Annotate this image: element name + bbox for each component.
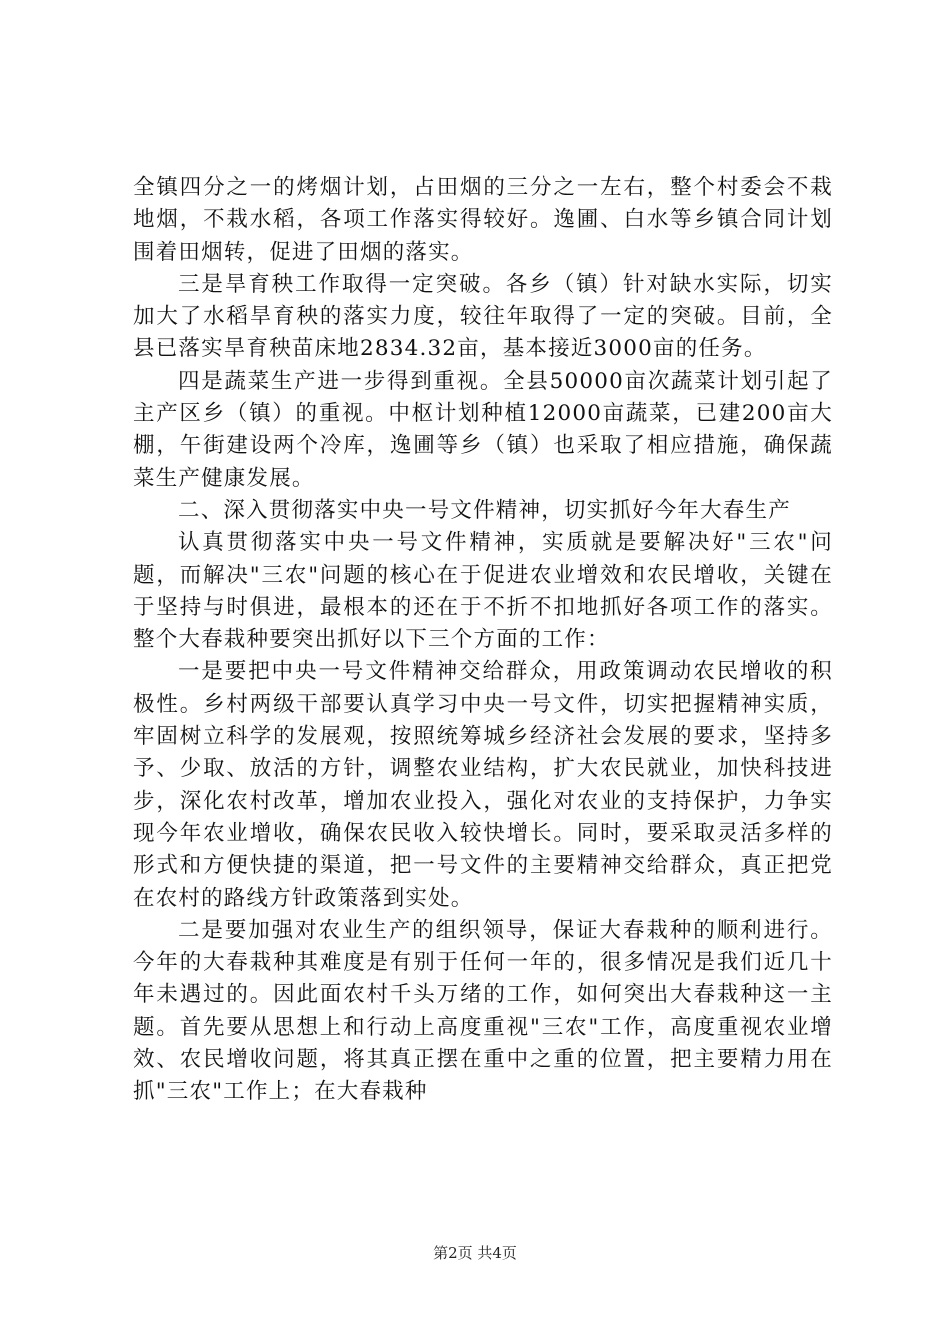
paragraph-6: 一是要把中央一号文件精神交给群众，用政策调动农民增收的积极性。乡村两级干部要认真学习中央一号文件，切实把握精神实质，牢固树立科学的发展观，按照统筹城乡经济社会发展的要求，坚持多予、少取、放活的方针，调整农业结构，扩大农民就业，加快科技进步，深化农村改革，增加农业投入，强化对农业的支持保护，力争实现今年农业增收，确保农民收入较快增长。同时，要采取灵活多样的形式和方便快捷的渠道，把一号文件的主要精神交给群众，真正把党在农村的路线方针政策落到实处。 — [133, 659, 833, 911]
page-number-footer: 第2页 共4页 — [433, 1244, 517, 1262]
paragraph-5: 认真贯彻落实中央一号文件精神，实质就是要解决好"三农"问题，而解决"三农"问题的核心在于促进农业增效和农民增收，关键在于坚持与时俱进，最根本的还在于不折不扣地抓好各项工作的落实。整个大春栽种要突出抓好以下三个方面的工作： — [133, 530, 833, 653]
paragraph-1: 全镇四分之一的烤烟计划，占田烟的三分之一左右，整个村委会不栽地烟，不栽水稻，各项工作落实得较好。逸圃、白水等乡镇合同计划围着田烟转，促进了田烟的落实。 — [133, 175, 833, 265]
paragraph-2: 三是旱育秧工作取得一定突破。各乡（镇）针对缺水实际，切实加大了水稻旱育秧的落实力度，较往年取得了一定的突破。目前，全县已落实旱育秧苗床地2834.32亩，基本接近3000亩的任务。 — [133, 271, 833, 362]
paragraph-7: 二是要加强对农业生产的组织领导，保证大春栽种的顺利进行。今年的大春栽种其难度是有别于任何一年的，很多情况是我们近几十年未遇过的。因此面农村千头万绪的工作，如何突出大春栽种这一主题。首先要从思想上和行动上高度重视"三农"工作，高度重视农业增效、农民增收问题，将其真正摆在重中之重的位置，把主要精力用在抓"三农"工作上；在大春栽种 — [133, 917, 833, 1105]
section-heading: 二、深入贯彻落实中央一号文件精神，切实抓好今年大春生产 — [178, 497, 791, 523]
paragraph-3: 四是蔬菜生产进一步得到重视。全县50000亩次蔬菜计划引起了主产区乡（镇）的重视。中枢计划种植12000亩蔬菜，已建200亩大棚，午街建设两个冷库，逸圃等乡（镇）也采取了相应措施，确保蔬菜生产健康发展。 — [133, 368, 833, 491]
document-body — [133, 172, 833, 1109]
